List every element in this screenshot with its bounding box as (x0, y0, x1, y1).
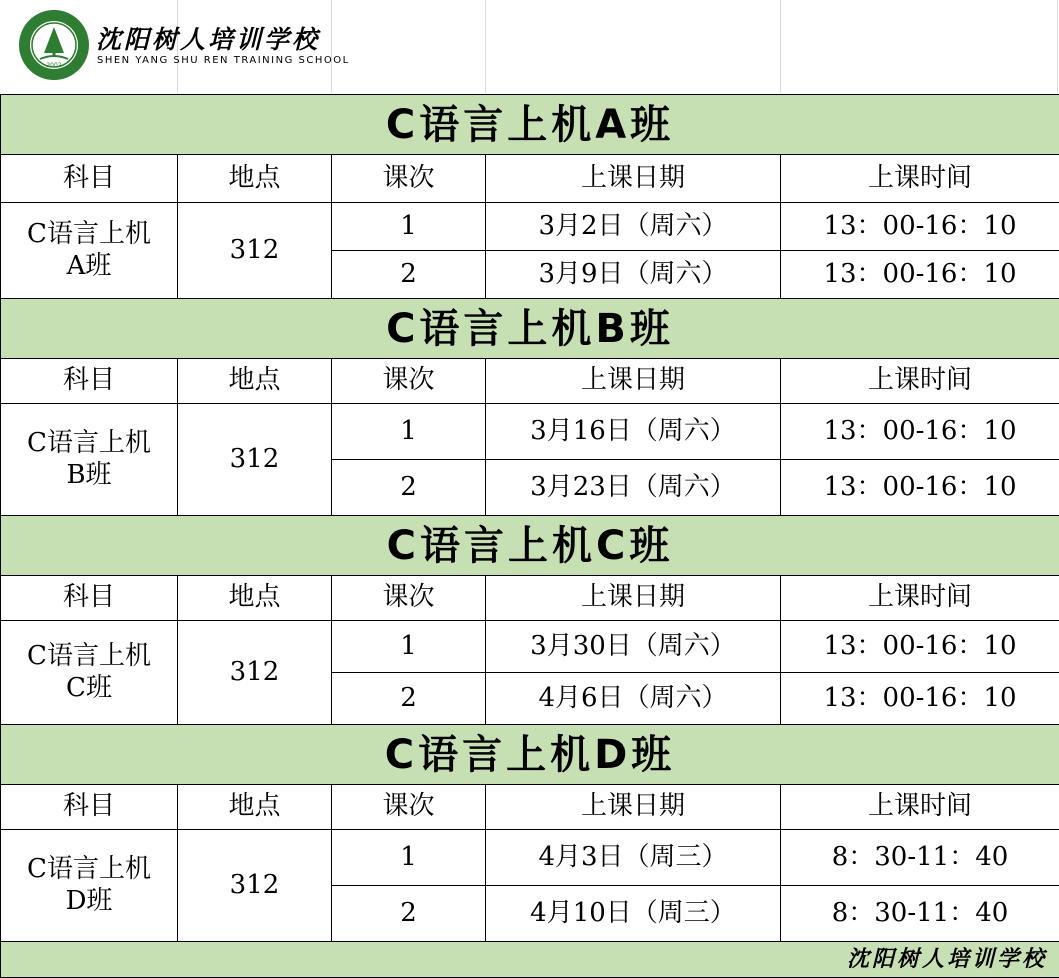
table-row (1, 830, 1059, 886)
col-header-subject: 科目 (1, 359, 178, 404)
class-title: C语言上机B班 (1, 299, 1059, 359)
session-date: 3月30日（周六） (486, 621, 781, 673)
location-cell: 312 (178, 203, 332, 299)
session-date: 3月23日（周六） (486, 460, 781, 516)
grid-line (780, 0, 781, 93)
session-time: 13：00-16：10 (781, 251, 1059, 299)
subject-text: C语言上机C班 (19, 641, 159, 703)
class-title-row (1, 95, 1059, 155)
subject-cell (1, 203, 178, 299)
table-row (1, 621, 1059, 673)
page-header (0, 0, 1059, 93)
col-header-date: 上课日期 (486, 359, 781, 404)
session-date: 4月10日（周三） (486, 886, 781, 942)
session-time: 8：30-11：40 (781, 830, 1059, 886)
session-date: 3月9日（周六） (486, 251, 781, 299)
session-no: 1 (332, 830, 486, 886)
class-title: C语言上机A班 (1, 95, 1059, 155)
column-header-row (1, 359, 1059, 404)
session-time: 13：00-16：10 (781, 673, 1059, 725)
school-name: 沈阳树人培训学校 (96, 20, 320, 56)
col-header-subject: 科目 (1, 785, 178, 830)
col-header-location: 地点 (178, 155, 332, 203)
col-header-location: 地点 (178, 359, 332, 404)
column-header-row (1, 576, 1059, 621)
subject-text: C语言上机A班 (19, 219, 159, 281)
table-row (1, 203, 1059, 251)
location-cell: 312 (178, 621, 332, 725)
grid-line (485, 0, 486, 93)
subject-cell (1, 830, 178, 942)
col-header-date: 上课日期 (486, 155, 781, 203)
col-header-time: 上课时间 (781, 359, 1059, 404)
class-title-row (1, 516, 1059, 576)
school-logo-icon (18, 9, 90, 81)
session-date: 4月3日（周三） (486, 830, 781, 886)
session-no: 2 (332, 251, 486, 299)
subject-text: C语言上机B班 (19, 428, 159, 490)
subject-cell (1, 404, 178, 516)
col-header-time: 上课时间 (781, 576, 1059, 621)
col-header-time: 上课时间 (781, 785, 1059, 830)
location-cell: 312 (178, 404, 332, 516)
session-time: 8：30-11：40 (781, 886, 1059, 942)
col-header-subject: 科目 (1, 576, 178, 621)
col-header-subject: 科目 (1, 155, 178, 203)
session-date: 4月6日（周六） (486, 673, 781, 725)
col-header-session: 课次 (332, 785, 486, 830)
session-date: 3月2日（周六） (486, 203, 781, 251)
session-no: 2 (332, 886, 486, 942)
location-cell: 312 (178, 830, 332, 942)
session-no: 1 (332, 621, 486, 673)
table-row (1, 404, 1059, 460)
column-header-row (1, 155, 1059, 203)
footer-row (1, 942, 1059, 978)
class-title-row (1, 299, 1059, 359)
session-no: 2 (332, 673, 486, 725)
class-title-row (1, 725, 1059, 785)
session-date: 3月16日（周六） (486, 404, 781, 460)
class-title: C语言上机D班 (1, 725, 1059, 785)
school-name-english: SHEN YANG SHU REN TRAINING SCHOOL (97, 55, 350, 66)
session-no: 2 (332, 460, 486, 516)
session-no: 1 (332, 404, 486, 460)
session-time: 13：00-16：10 (781, 203, 1059, 251)
footer-school-name: 沈阳树人培训学校 (1, 942, 1059, 978)
col-header-date: 上课日期 (486, 785, 781, 830)
col-header-session: 课次 (332, 359, 486, 404)
col-header-location: 地点 (178, 576, 332, 621)
col-header-session: 课次 (332, 155, 486, 203)
session-no: 1 (332, 203, 486, 251)
session-time: 13：00-16：10 (781, 621, 1059, 673)
grid-line (331, 0, 332, 93)
col-header-date: 上课日期 (486, 576, 781, 621)
col-header-location: 地点 (178, 785, 332, 830)
subject-cell (1, 621, 178, 725)
schedule-table (0, 94, 1059, 978)
logo-year: 2002 (46, 62, 61, 69)
column-header-row (1, 785, 1059, 830)
col-header-session: 课次 (332, 576, 486, 621)
class-title: C语言上机C班 (1, 516, 1059, 576)
session-time: 13：00-16：10 (781, 460, 1059, 516)
col-header-time: 上课时间 (781, 155, 1059, 203)
session-time: 13：00-16：10 (781, 404, 1059, 460)
subject-text: C语言上机D班 (19, 854, 159, 916)
grid-line (1057, 0, 1058, 93)
